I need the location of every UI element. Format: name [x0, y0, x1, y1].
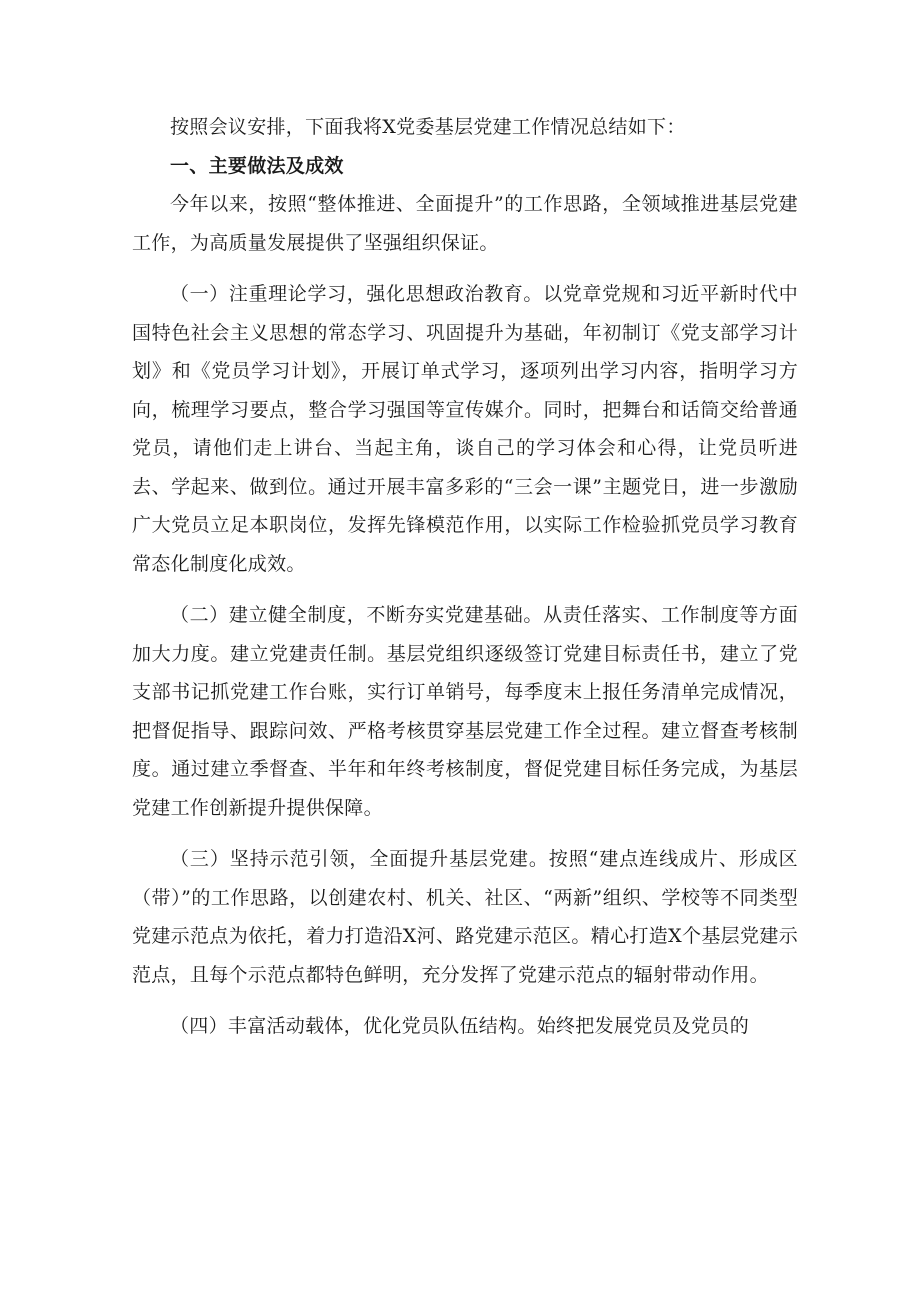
body-paragraph-demonstration: （三）坚持示范引领，全面提升基层党建。按照“建点连线成片、形成区（带）”的工作思路，以创建农村、机关、社区、“两新”组织、学校等不同类型党建示范点为依托，着力打造沿X河、路党建示范区。精心打造X个基层党建示范点，且每个示范点都特色鲜明，充分发挥了党建示范点的辐射带动作用。 [132, 848, 798, 986]
body-paragraph-overview: 今年以来，按照“整体推进、全面提升”的工作思路，全领域推进基层党建工作，为高质量发展提供了坚强组织保证。 [132, 193, 798, 254]
document-body [132, 108, 798, 1046]
body-paragraph-activities: （四）丰富活动载体，优化党员队伍结构。始终把发展党员及党员的 [170, 1015, 750, 1037]
section-heading: 一、主要做法及成效 [170, 154, 344, 177]
intro-paragraph: 按照会议安排，下面我将X党委基层党建工作情况总结如下： [170, 116, 686, 138]
body-paragraph-system-building: （二）建立健全制度，不断夯实党建基础。从责任落实、工作制度等方面加大力度。建立党建责任制。基层党组织逐级签订党建目标责任书，建立了党支部书记抓党建工作台账，实行订单销号，每季度末上报任务清单完成情况，把督促指导、跟踪问效、严格考核贯穿基层党建工作全过程。建立督查考核制度。通过建立季督查、半年和年终考核制度，督促党建目标任务完成，为基层党建工作创新提升提供保障。 [132, 604, 798, 819]
body-paragraph-theory-study: （一）注重理论学习，强化思想政治教育。以党章党规和习近平新时代中国特色社会主义思想的常态学习、巩固提升为基础，年初制订《党支部学习计划》和《党员学习计划》，开展订单式学习，逐项列出学习内容，指明学习方向，梳理学习要点，整合学习强国等宣传媒介。同时，把舞台和话筒交给普通党员，请他们走上讲台、当起主角，谈自己的学习体会和心得，让党员听进去、学起来、做到位。通过开展丰富多彩的“三会一课”主题党日，进一步激励广大党员立足本职岗位，发挥先锋模范作用，以实际工作检验抓党员学习教育常态化制度化成效。 [132, 283, 798, 575]
